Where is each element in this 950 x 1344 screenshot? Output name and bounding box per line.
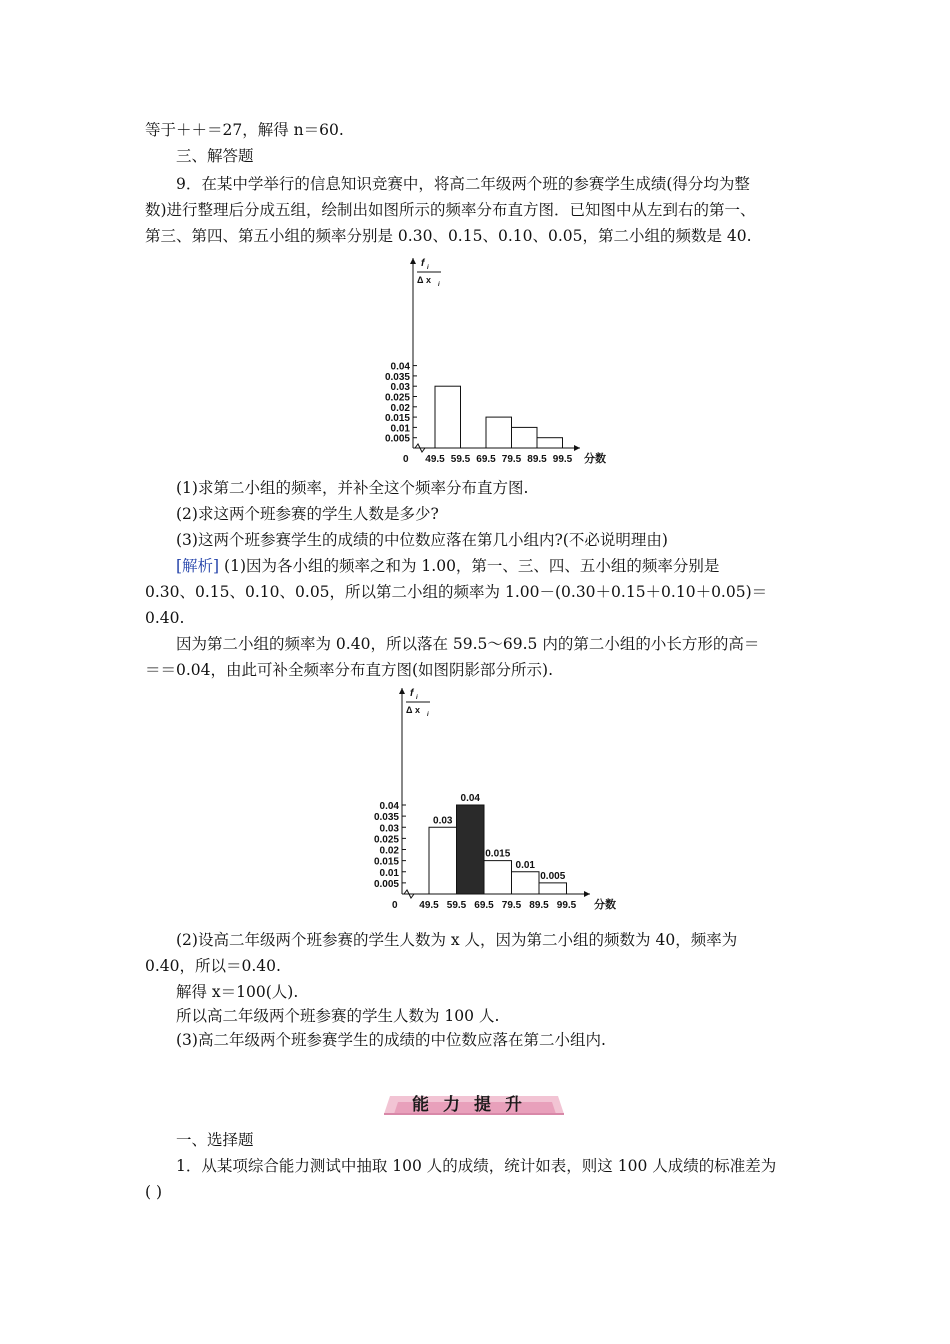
y-tick-label: 0.015 [373,856,399,868]
banner-title: 能力提升 [412,1095,536,1115]
y-tick-label: 0.035 [373,812,399,824]
solution-2-line-1: (2)设高二年级两个班参赛的学生人数为 x 人，因为第二小组的频数为 40，频率为 [176,931,738,949]
histogram-bar [486,417,512,448]
y-tick-label: 0.01 [390,423,410,435]
y-tick-label: 0.02 [379,845,399,857]
y-axis-arrow [410,258,416,264]
histogram-bar [539,883,567,894]
y-tick-label: 0.025 [384,392,410,404]
y-label-top: f [410,688,414,699]
question-2: (2)求这两个班参赛的学生人数是多少? [176,505,439,523]
question-1: (1)求第二小组的频率，并补全这个频率分布直方图. [176,479,529,497]
x-axis-label: 分数 [584,453,606,465]
x-tick-label: 49.5 [419,900,439,911]
x-tick-label: 79.5 [501,900,522,911]
y-tick-label: 0.005 [373,878,399,890]
origin-label: 0 [392,900,398,911]
ability-banner [384,1088,564,1116]
histogram-bar [435,386,461,448]
y-tick-label: 0.04 [379,801,399,812]
y-tick-label: 0.035 [384,371,410,383]
y-label-top-sub: i [416,695,418,701]
problem-9-line-1: 9．在某中学举行的信息知识竞赛中，将高二年级两个班的参赛学生成绩(得分均为整 [176,175,750,193]
bar-value-label: 0.01 [515,859,535,871]
analysis-text: (1)因为各小组的频率之和为 1.00，第一、三、四、五小组的频率分别是 [219,557,720,575]
x-tick-label: 59.5 [450,454,471,465]
x-tick-label: 49.5 [425,454,445,465]
y-label-bottom: Δ x [406,705,420,715]
histogram-bar [429,827,457,894]
y-tick-label: 0.01 [379,867,399,879]
histogram-bar [512,872,540,894]
x-tick-label: 69.5 [474,900,494,911]
origin-label: 0 [403,454,409,465]
x-axis-arrow [574,445,580,451]
choice-1-line-2: ( ) [145,1183,163,1201]
y-tick-label: 0.03 [390,382,410,394]
y-label-bottom-sub: i [427,712,429,718]
choice-heading: 一、选择题 [176,1131,254,1149]
solution-2-line-4: 所以高二年级两个班参赛的学生人数为 100 人. [176,1007,500,1025]
analysis-line-3: 0.40. [145,609,185,627]
choice-1-line-1: 1．从某项综合能力测试中抽取 100 人的成绩，统计如表，则这 100 人成绩的标准差为 [176,1157,777,1175]
y-tick-label: 0.005 [384,433,410,445]
x-axis-arrow [584,891,590,897]
bar-value-label: 0.005 [540,870,566,882]
histogram-bar [484,861,512,894]
histogram-bar [457,805,485,894]
x-tick-label: 59.5 [446,900,467,911]
y-tick-label: 0.015 [384,413,410,425]
problem-9-line-3: 第三、第四、第五小组的频率分别是 0.30、0.15、0.10、0.05，第二小组的频数是 40. [145,227,752,245]
analysis-line-1 [176,556,719,576]
x-tick-label: 99.5 [556,900,577,911]
y-tick-label: 0.03 [379,823,399,835]
histogram-completed [366,682,616,917]
x-tick-label: 89.5 [527,454,547,465]
y-tick-label: 0.025 [373,834,399,846]
analysis-line-2: 0.30、0.15、0.10、0.05，所以第二小组的频率为 1.00－(0.30＋0.15＋0.10＋0.05)＝ [145,583,768,601]
y-label-top: f [421,258,425,269]
bar-value-label: 0.04 [460,793,480,804]
histogram-original [380,252,610,467]
text-line: 等于＋＋＝27，解得 n＝60. [145,121,344,139]
solution-3: (3)高二年级两个班参赛学生的成绩的中位数应落在第二小组内. [176,1031,606,1049]
y-label-bottom-sub: i [438,282,440,288]
y-tick-label: 0.04 [390,361,410,373]
x-tick-label: 99.5 [552,454,573,465]
x-tick-label: 89.5 [529,900,549,911]
y-label-bottom: Δ x [417,275,431,285]
histogram-bar [537,438,563,448]
bar-value-label: 0.015 [485,848,511,860]
solution-2-line-2: 0.40，所以＝0.40. [145,957,281,975]
bar-value-label: 0.03 [433,815,453,827]
x-axis-label: 分数 [594,899,616,911]
x-tick-label: 69.5 [476,454,496,465]
y-axis-arrow [399,688,405,694]
analysis-line-5: ＝＝0.04，由此可补全频率分布直方图(如图阴影部分所示). [145,661,554,679]
y-tick-label: 0.02 [390,402,410,414]
analysis-line-4: 因为第二小组的频率为 0.40，所以落在 59.5～69.5 内的第二小组的小长方形的高＝ [176,635,760,653]
question-3: (3)这两个班参赛学生的成绩的中位数应落在第几小组内?(不必说明理由) [176,531,668,549]
problem-9-line-2: 数)进行整理后分成五组，绘制出如图所示的频率分布直方图．已知图中从左到右的第一、 [145,201,756,219]
histogram-bar [512,427,538,448]
y-label-top-sub: i [427,265,429,271]
analysis-tag: [解析] [176,557,220,575]
solution-2-line-3: 解得 x＝100(人). [176,983,299,1001]
x-tick-label: 79.5 [501,454,522,465]
section-heading: 三、解答题 [176,147,254,165]
